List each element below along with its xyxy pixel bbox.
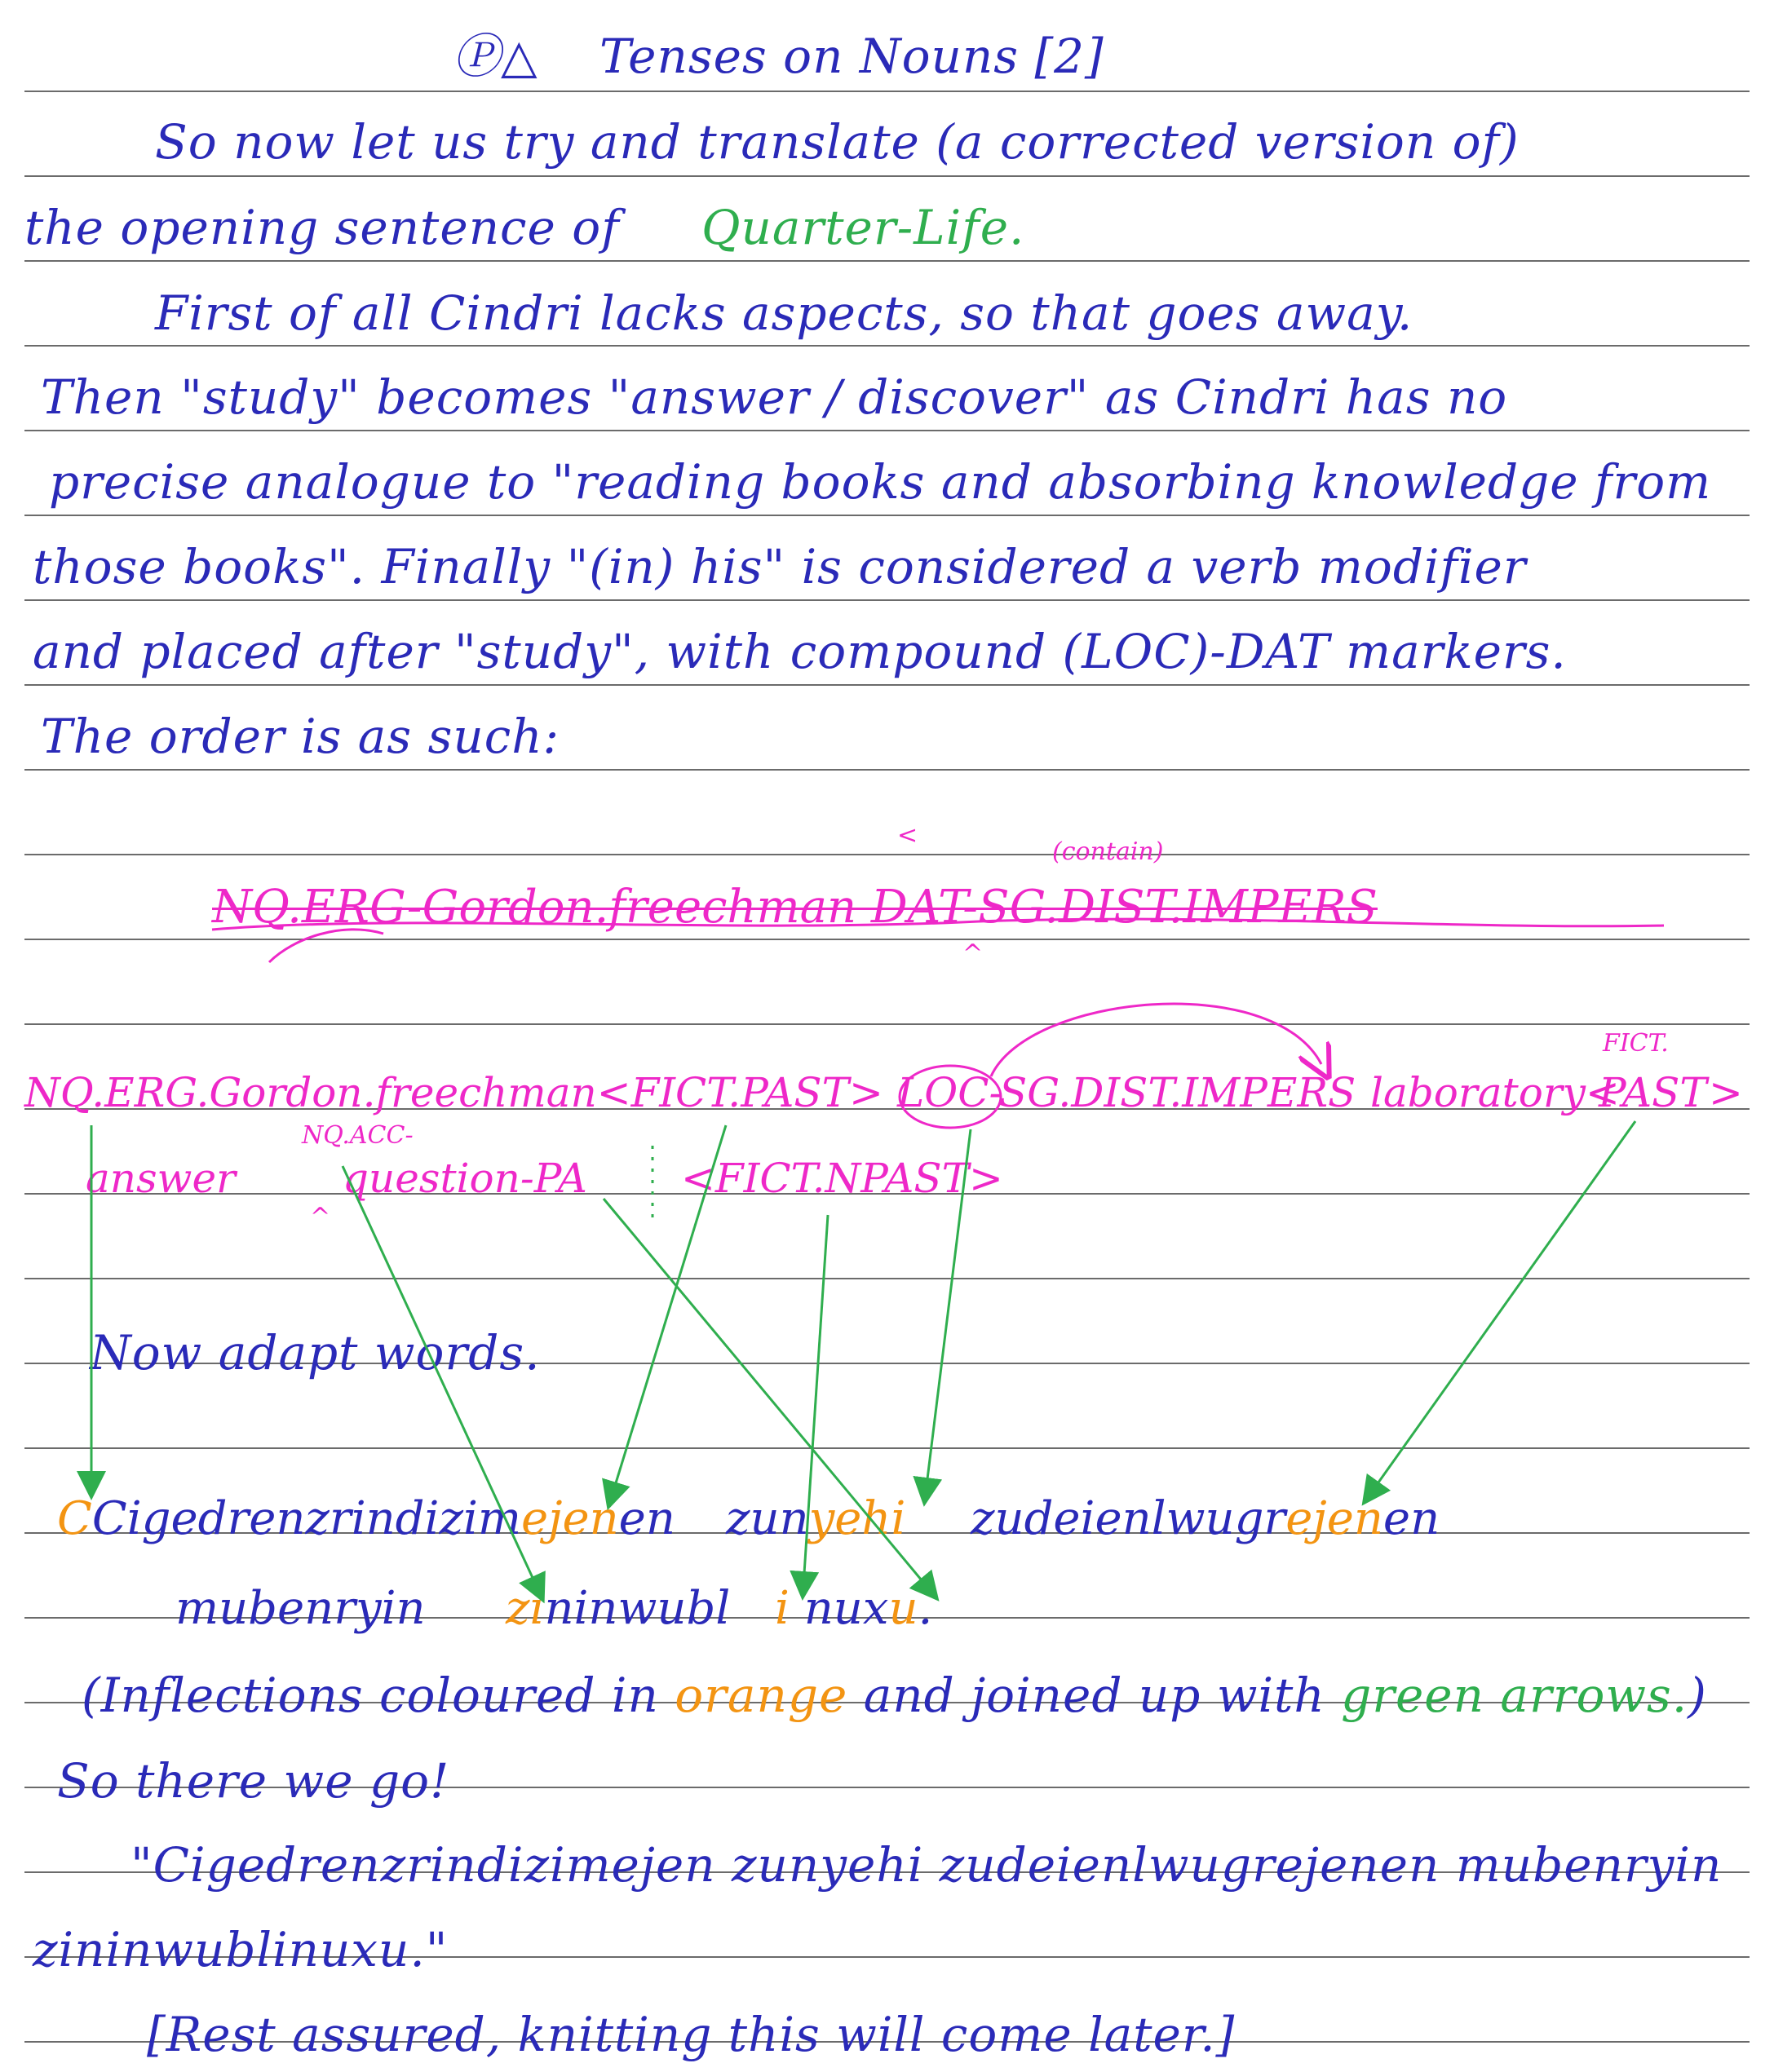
result-line2-word2-stem: ninwubl [544, 1582, 731, 1635]
note-prefix: (Inflections coloured in [82, 1668, 659, 1723]
result-word3-end: en [1382, 1492, 1440, 1545]
arrow-past-to-rejen [1370, 1121, 1635, 1494]
draft-strike-scribble [212, 919, 1664, 930]
draft-loop-scribble [269, 930, 383, 962]
nq-acc-note: NQ.ACC- [302, 1121, 414, 1150]
loc-circle [900, 1066, 1001, 1128]
paragraph2-line1: First of all Cindri lacks aspects, so that goes away. [155, 285, 1413, 341]
page-title: Tenses on Nouns [2] [599, 29, 1104, 84]
result-word1-inflection: ejen [520, 1492, 619, 1545]
paragraph2-line4: those books". Finally "(in) his" is considered a verb modifier [33, 539, 1527, 594]
paragraph2-line2: Then "study" becomes "answer / discover" as Cindri has no [41, 369, 1508, 425]
result-line2-word3-stem: nux [803, 1582, 889, 1635]
note-green-word: green arrows. [1341, 1668, 1688, 1723]
gloss-line1-loc: LOC- [897, 1069, 1003, 1116]
draft-contain-note: (contain) [1052, 837, 1164, 866]
gloss-line1-laboratory: laboratory< [1370, 1069, 1620, 1116]
closing-line1: So there we go! [57, 1753, 450, 1809]
result-word1-stem: Cigedrenzrindizim [91, 1492, 521, 1545]
gloss-line2-question: question-PA [343, 1155, 587, 1202]
closing-last-line: [Rest assured, knitting this will come later.] [147, 2007, 1236, 2062]
result-word3-inflection: ejen [1285, 1492, 1383, 1545]
closing-quote-line1: "Cigedrenzrindizimejen zunyehi zudeienlwugrejenen mubenryin [131, 1837, 1723, 1893]
paragraph2-line5: and placed after "study", with compound (LOC)-DAT markers. [33, 624, 1567, 679]
draft-caret-above: < [897, 821, 918, 850]
result-line2-dot: . [918, 1582, 933, 1635]
paragraph2-line3: precise analogue to "reading books and absorbing knowledge from [49, 454, 1712, 510]
result-line2-word2-z: z [506, 1582, 530, 1635]
paragraph2-line6: The order is as such: [41, 709, 560, 764]
result-word3-stem: zudeienlwugr [971, 1492, 1286, 1545]
draft-struck-line: NQ.ERG-Gordon.freechman DAT-SG.DIST.IMPERS [212, 881, 1378, 934]
arrow-nqacc-to-z [343, 1166, 538, 1590]
arrow-loc-to-yehi [926, 1129, 971, 1492]
note-middle: and joined up with [863, 1668, 1325, 1723]
gloss-line2-caret: ^ [310, 1203, 331, 1231]
result-line2-word1: mubenryin [175, 1582, 426, 1635]
paragraph1-line1: So now let us try and translate (a corrected version of) [155, 114, 1520, 170]
title-marks: Ⓟ△ [453, 29, 538, 84]
quarter-life-title: Quarter-Life. [701, 200, 1025, 255]
arrow-pa-to-u [604, 1199, 930, 1590]
result-word2-inflection: yehi [808, 1492, 906, 1545]
result-word1-stem-initial: C [57, 1492, 92, 1545]
paragraph1-line2: the opening sentence of [24, 200, 620, 255]
result-word1-end: en [618, 1492, 675, 1545]
note-suffix: ) [1688, 1668, 1707, 1723]
result-line2-word3-i: i [775, 1582, 790, 1635]
fict-note: FICT. [1603, 1029, 1669, 1058]
gloss-line1-sg: SG.DIST.IMPERS [999, 1069, 1356, 1116]
closing-quote-line2: zininwublinuxu." [33, 1922, 449, 1977]
gloss-line1-subject: NQ.ERG.Gordon.freechman<FICT.PAST> [24, 1069, 883, 1116]
result-line2-word3-u: u [888, 1582, 918, 1635]
note-orange-word: orange [675, 1668, 848, 1723]
result-line2-word2-i: i [529, 1582, 545, 1635]
draft-caret-below: ^ [962, 939, 984, 968]
arrow-fictpast-to-ejen [612, 1125, 726, 1496]
gloss-line2-answer: answer [86, 1155, 236, 1202]
gloss-line1-close: > [1709, 1069, 1743, 1116]
result-word2-stem: zun [726, 1492, 809, 1545]
now-adapt-words: Now adapt words. [90, 1325, 541, 1381]
arrow-npast-to-i [803, 1215, 828, 1586]
gloss-line2-npast: <FICT.NPAST> [681, 1155, 1003, 1202]
loc-move-arrow [991, 1004, 1321, 1076]
gloss-line1-past: PAST [1599, 1069, 1707, 1116]
